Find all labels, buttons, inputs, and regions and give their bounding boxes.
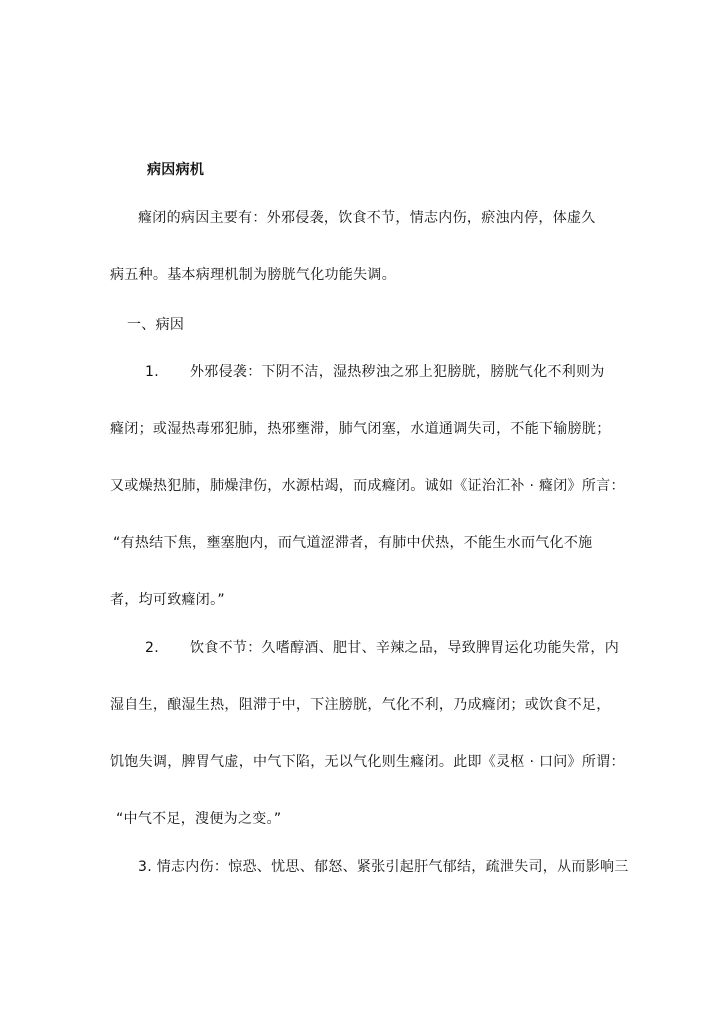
item-1-number: 1. [145, 364, 159, 380]
item-3-line-1: 3. 情志内伤：惊恐、忧思、郁怒、紧张引起肝气郁结，疏泄失司，从而影响三 [138, 859, 629, 875]
item-2-number: 2. [145, 640, 159, 656]
section-title: 病因病机 [147, 162, 205, 178]
item-1-line-1: 外邪侵袭：下阴不洁，湿热秽浊之邪上犯膀胱，膀胱气化不利则为 [190, 364, 605, 380]
item-2-line-4: “中气不足，溲便为之变。” [116, 811, 282, 827]
subheading-causes: 一、病因 [127, 317, 185, 333]
intro-line-1: 癃闭的病因主要有：外邪侵袭，饮食不节，情志内伤，瘀浊内停，体虚久 [138, 210, 596, 226]
item-2-line-2: 湿自生，酿湿生热，阻滞于中，下注膀胱，气化不利，乃成癃闭；或饮食不足， [110, 697, 611, 713]
item-2-line-1: 饮食不节：久嗜醇酒、肥甘、辛辣之品，导致脾胃运化功能失常，内 [190, 640, 619, 656]
item-1-line-4: “有热结下焦，壅塞胞内，而气道涩滞者，有肺中伏热，不能生水而气化不施 [113, 535, 593, 551]
item-1-line-3: 又或燥热犯肺，肺燥津伤，水源枯竭，而成癃闭。诚如《证治汇补 · 癃闭》所言： [110, 478, 625, 494]
intro-line-2: 病五种。基本病理机制为膀胱气化功能失调。 [110, 267, 396, 283]
item-1-line-2: 癃闭；或湿热毒邪犯肺，热邪壅滞，肺气闭塞，水道通调失司，不能下输膀胱； [110, 421, 611, 437]
item-1-line-5: 者，均可致癃闭。” [110, 592, 225, 608]
item-2-line-3: 饥饱失调，脾胃气虚，中气下陷，无以气化则生癃闭。此即《灵枢 · 口问》所谓： [110, 754, 625, 770]
